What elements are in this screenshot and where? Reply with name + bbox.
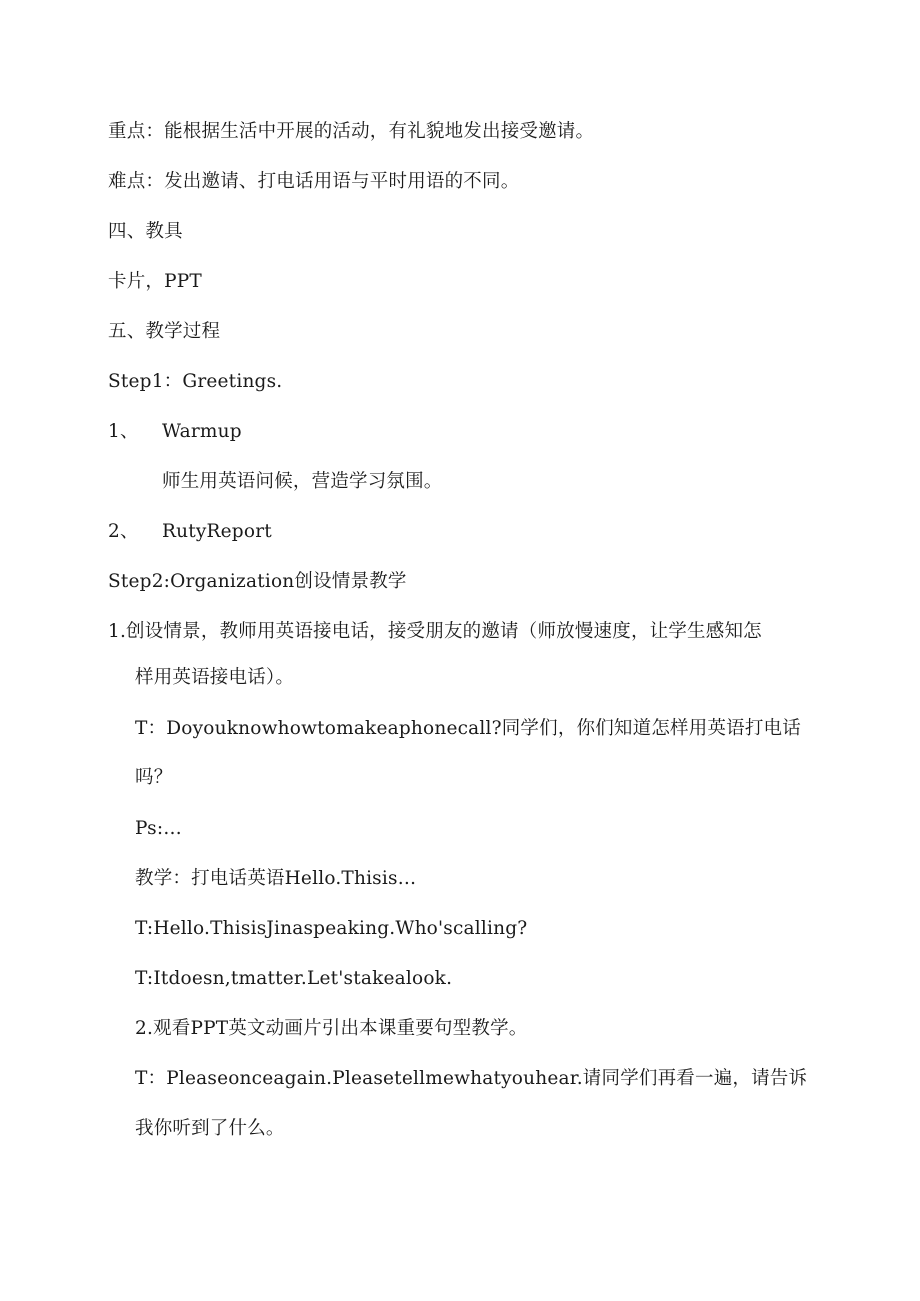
teacher-look-line: T:Itdoesn,tmatter.Let'stakealook. bbox=[135, 968, 453, 989]
teacher-hello-line: T:Hello.ThisisJinaspeaking.Who'scalling? bbox=[135, 918, 528, 939]
teacher-once-again-line: T：Pleaseonceagain.Pleasetellmewhatyouhear.请同学们再看一遍，请告诉 bbox=[135, 1068, 808, 1089]
teaching-aids-line: 卡片，PPT bbox=[108, 271, 202, 292]
key-point-line: 重点：能根据生活中开展的活动，有礼貌地发出接受邀请。 bbox=[108, 121, 595, 142]
list-number-1: 1、 bbox=[108, 421, 139, 442]
teacher-question-continued: 吗？ bbox=[135, 767, 173, 788]
teacher-question-line: T：Doyouknowhowtomakeaphonecall?同学们，你们知道怎样用英语打电话 bbox=[135, 718, 801, 739]
step1-line: Step1：Greetings. bbox=[108, 371, 283, 392]
teacher-once-again-continued: 我你听到了什么。 bbox=[135, 1118, 285, 1139]
students-response-line: Ps:… bbox=[135, 818, 182, 839]
scenario-line: 1.创设情景，教师用英语接电话，接受朋友的邀请（师放慢速度，让学生感知怎 bbox=[108, 621, 762, 642]
phone-english-teaching-line: 教学：打电话英语Hello.Thisis… bbox=[135, 868, 417, 889]
scenario-line-continued: 样用英语接电话）。 bbox=[135, 667, 295, 688]
duty-report-line: RutyReport bbox=[162, 521, 272, 542]
warmup-line: Warmup bbox=[162, 421, 242, 442]
section-heading-teaching-process: 五、教学过程 bbox=[108, 321, 221, 342]
difficulty-line: 难点：发出邀请、打电话用语与平时用语的不同。 bbox=[108, 171, 520, 192]
list-number-2: 2、 bbox=[108, 521, 139, 542]
step2-line: Step2:Organization创设情景教学 bbox=[108, 571, 407, 592]
greeting-description-line: 师生用英语问候，营造学习氛围。 bbox=[162, 471, 443, 492]
ppt-animation-line: 2.观看PPT英文动画片引出本课重要句型教学。 bbox=[135, 1018, 528, 1039]
section-heading-teaching-aids: 四、教具 bbox=[108, 221, 183, 242]
